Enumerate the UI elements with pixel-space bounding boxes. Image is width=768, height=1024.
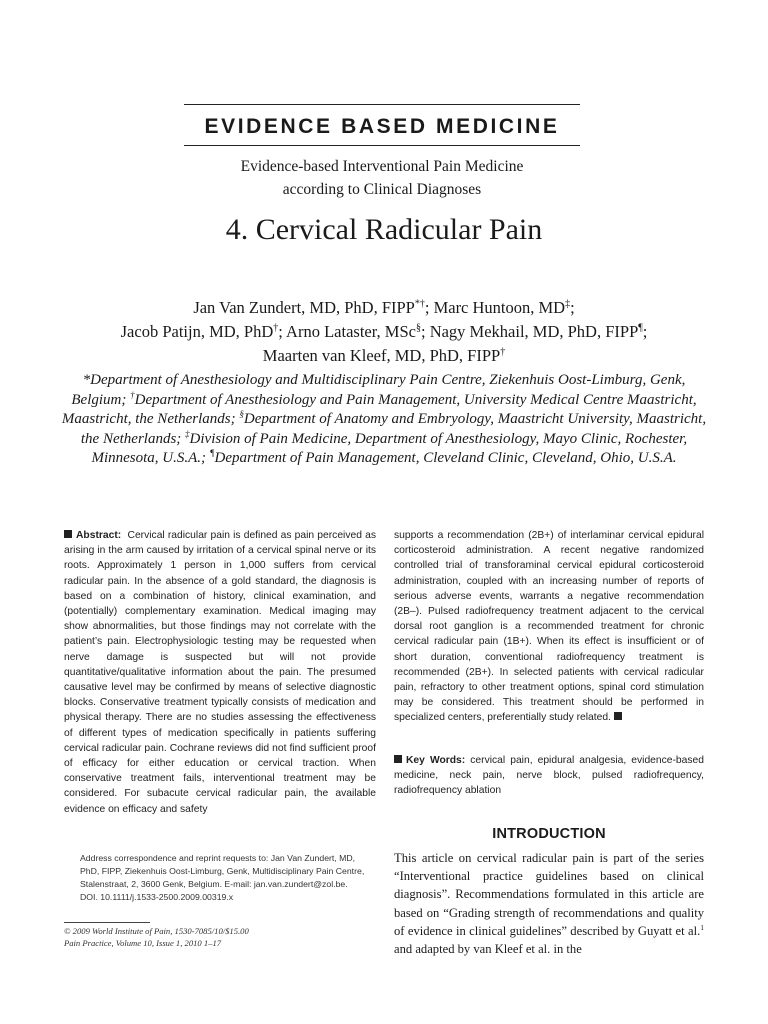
author-list bbox=[40, 296, 728, 368]
affiliation-mark: ‡ bbox=[185, 428, 190, 439]
abstract-text-right: supports a recommendation (2B+) of interlaminar cervical epidural corticosteroid administration. A recent negative randomized controlled trial of transforaminal cervical epidural corticosteroid administration, coupled with an increasing number of reports of serious adverse events, warrants a negative recommendation (2B–). Pulsed radiofrequency treatment adjacent to the cervical dorsal root ganglion is a recommended treatment for chronic cervical radicular pain (1B+). When its effect is insufficient or of short duration, conventional radiofrequency treatment is recommended (2B+). In selected patients with cervical radicular pain, refractory to other treatment options, spinal cord stimulation may be considered. This treatment should be performed in specialized centers, preferentially study related. bbox=[394, 530, 704, 724]
affiliations bbox=[60, 371, 708, 469]
affiliation-text: Division of Pain Medicine, Department of Anesthesiology, Mayo Clinic, Rochester, Minnesota, U.S.A.; bbox=[91, 430, 688, 466]
affiliation-text: Department of Anatomy and Embryology, Maastricht University, Maastricht, the Netherlands; bbox=[80, 411, 707, 447]
author-mark: ‡ bbox=[565, 298, 571, 310]
author-name: Maarten van Kleef, MD, PhD, FIPP bbox=[262, 346, 501, 365]
page-footer bbox=[64, 926, 376, 949]
keywords-label: Key Words: bbox=[406, 755, 466, 766]
author-mark: † bbox=[273, 322, 279, 334]
keywords bbox=[394, 753, 704, 799]
author-line-3 bbox=[40, 344, 728, 368]
author-name: ; Nagy Mekhail, MD, PhD, FIPP bbox=[420, 322, 639, 341]
author-name: ; Marc Huntoon, MD bbox=[424, 298, 566, 317]
abstract-label: Abstract: bbox=[76, 530, 122, 541]
end-square-icon bbox=[614, 712, 622, 720]
square-bullet-icon bbox=[394, 755, 402, 763]
author-mark: *† bbox=[414, 298, 425, 310]
affiliation-mark: § bbox=[239, 409, 244, 419]
author-separator: ; bbox=[570, 298, 575, 317]
abstract-text-left: Cervical radicular pain is defined as pain perceived as arising in the arm caused by irritation of a cervical spinal nerve or its roots. Approximately 1 person in 1,000 suffers from cervical radicular pain. In the absence of a gold standard, the diagnosis is based on a combination of history, clinical examination, and (potentially) complementary examination. Medical imaging may show abnormalities, but those findings may not correlate with the patient’s pain. Electrophysiologic testing may be requested when nerve damage is suspected but will not provide quantitative/qualitative information about the pain. The presumed causative level may be confirmed by means of selective diagnostic blocks. Conservative treatment typically consists of medication and physical therapy. There are no studies assessing the effectiveness of different types of medication specifically in patients suffering cervical radicular pain. Cochrane reviews did not find sufficient proof of efficacy for either education or cervical traction. When conservative treatment fails, interventional treatment may be considered. For subacute cervical radicular pain, the available evidence on efficacy and safety bbox=[64, 530, 376, 815]
masthead-bottom-rule bbox=[184, 145, 580, 146]
author-line-1 bbox=[40, 296, 728, 320]
affiliation-mark: † bbox=[130, 389, 135, 400]
abstract-left-column bbox=[64, 528, 376, 817]
introduction-heading: INTRODUCTION bbox=[492, 826, 606, 842]
footer-rule bbox=[64, 922, 150, 923]
author-mark: † bbox=[500, 346, 506, 358]
article-title: 4. Cervical Radicular Pain bbox=[225, 213, 543, 246]
affiliation-mark: ¶ bbox=[209, 448, 215, 458]
doi-text[interactable]: DOI. 10.1111/j.1533-2500.2009.00319.x bbox=[80, 892, 234, 902]
correspondence-note bbox=[64, 852, 376, 904]
subtitle-line-1: Evidence-based Interventional Pain Medicine bbox=[240, 158, 524, 175]
affiliation-text: *Department of Anesthesiology and Multidisciplinary Pain Centre, Ziekenhuis Oost-Limburg, Genk, Belgium; bbox=[71, 372, 686, 408]
author-mark: ¶ bbox=[638, 322, 643, 334]
masthead bbox=[184, 104, 580, 201]
affiliation-text: Department of Pain Management, Cleveland Clinic, Cleveland, Ohio, U.S.A. bbox=[214, 450, 677, 466]
square-bullet-icon bbox=[64, 530, 72, 538]
introduction-text bbox=[394, 849, 704, 958]
series-subtitle bbox=[184, 155, 580, 201]
author-name: ; Arno Lataster, MSc bbox=[278, 322, 416, 341]
correspondence-text: Address correspondence and reprint requests to: Jan Van Zundert, MD, PhD, FIPP, Ziekenhuis Oost-Limburg, Genk, Multidisciplinary Pain Centre, Stalenstraat, 2, 3600 Genk, Belgium. E-mail: jan.van.zundert@zol.be. bbox=[80, 853, 365, 889]
intro-paragraph: This article on cervical radicular pain is part of the series “Interventional practice guidelines based on clinical diagnosis”. Recommendations formulated in this article are based on “Grading strength of recommendations and quality of evidence in clinical guidelines” described by Guyatt et al. bbox=[394, 851, 704, 938]
author-line-2 bbox=[40, 320, 728, 344]
author-separator: ; bbox=[642, 322, 648, 341]
abstract-right-column bbox=[394, 528, 704, 726]
affiliation-text: Department of Anesthesiology and Pain Management, University Medical Centre Maastricht, Maastricht, the Netherlands; bbox=[61, 391, 697, 427]
author-name: Jacob Patijn, MD, PhD bbox=[120, 322, 274, 341]
intro-paragraph-cont: and adapted by van Kleef et al. in the bbox=[394, 942, 582, 957]
keywords-text: cervical pain, epidural analgesia, evidence-based medicine, neck pain, nerve block, pulsed radiofrequency, radiofrequency ablation bbox=[394, 755, 704, 797]
author-mark: § bbox=[415, 322, 421, 334]
section-label: EVIDENCE BASED MEDICINE bbox=[204, 115, 560, 138]
citation-line: Pain Practice, Volume 10, Issue 1, 2010 1–17 bbox=[64, 937, 222, 948]
author-name: Jan Van Zundert, MD, PhD, FIPP bbox=[193, 298, 415, 317]
copyright-line: © 2009 World Institute of Pain, 1530-7085/10/$15.00 bbox=[64, 926, 249, 936]
reference-marker[interactable]: 1 bbox=[700, 922, 704, 932]
subtitle-line-2: according to Clinical Diagnoses bbox=[282, 181, 482, 198]
